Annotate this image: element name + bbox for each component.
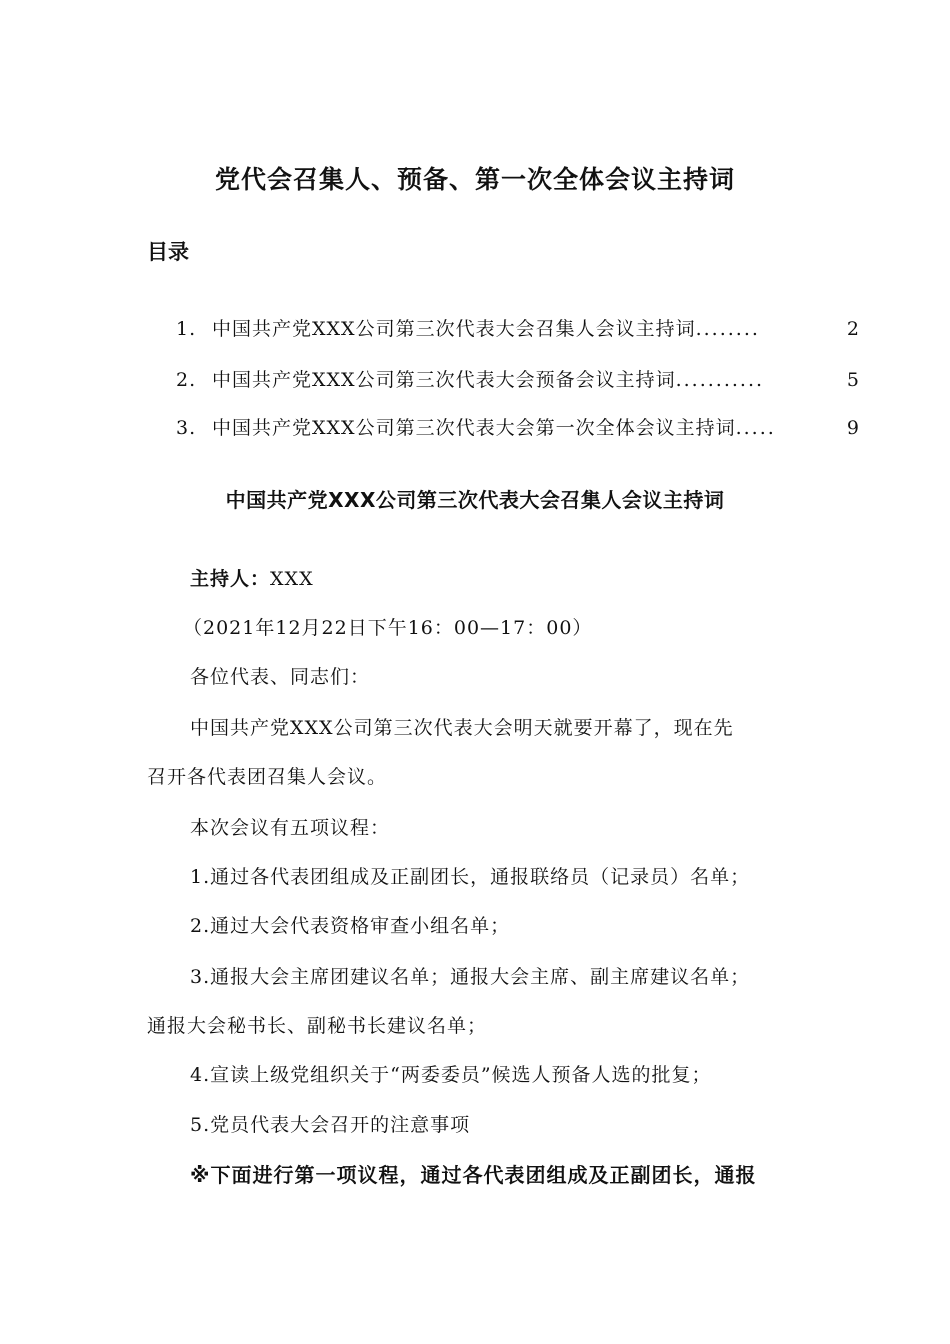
greeting: 各位代表、同志们： — [190, 666, 371, 688]
toc-entry-text: 中国共产党XXX公司第三次代表大会召集人会议主持词 — [212, 318, 696, 340]
agenda-item: 1.通过各代表团组成及正副团长，通报联络员（记录员）名单； — [190, 866, 751, 888]
intro-paragraph-line: 召开各代表团召集人会议。 — [147, 766, 388, 788]
toc-entry-text: 中国共产党XXX公司第三次代表大会第一次全体会议主持词 — [212, 417, 736, 439]
agenda-item: 5.党员代表大会召开的注意事项 — [190, 1114, 471, 1136]
agenda-item: 3.通报大会主席团建议名单；通报大会主席、副主席建议名单； — [190, 966, 751, 988]
document-title: 党代会召集人、预备、第一次全体会议主持词 — [214, 165, 735, 194]
toc-entry-text: 中国共产党XXX公司第三次代表大会预备会议主持词 — [212, 369, 676, 391]
agenda-step-heading: ※下面进行第一项议程，通过各代表团组成及正副团长，通报 — [190, 1163, 757, 1187]
agenda-item: 2.通过大会代表资格审查小组名单； — [190, 915, 511, 937]
toc-entry-number: 3. — [176, 417, 197, 439]
host-label: 主持人： — [190, 568, 271, 590]
host-line — [190, 564, 314, 591]
toc-entry-leader: ..... — [735, 417, 776, 439]
meeting-time: （2021年12月22日下午16：00—17：00） — [183, 617, 593, 639]
toc-entry-page: 2 — [846, 318, 860, 340]
intro-paragraph-line: 中国共产党XXX公司第三次代表大会明天就要开幕了，现在先 — [190, 717, 734, 739]
toc-entry-page: 5 — [846, 369, 860, 391]
toc-entry[interactable] — [176, 413, 860, 440]
toc-entry[interactable] — [176, 314, 860, 341]
toc-entry-number: 2. — [176, 369, 197, 391]
section-title: 中国共产党XXX公司第三次代表大会召集人会议主持词 — [225, 488, 725, 512]
agenda-item-continuation: 通报大会秘书长、副秘书长建议名单； — [147, 1015, 488, 1037]
agenda-intro: 本次会议有五项议程： — [190, 817, 391, 839]
toc-entry-leader: ........... — [675, 369, 765, 391]
host-name: XXX — [270, 568, 314, 590]
toc-entry-number: 1. — [176, 318, 197, 340]
toc-entry-page: 9 — [846, 417, 860, 439]
toc-entry-leader: ........ — [695, 318, 760, 340]
toc-heading: 目录 — [147, 240, 189, 264]
agenda-item: 4.宣读上级党组织关于“两委委员”候选人预备人选的批复； — [190, 1064, 712, 1086]
toc-entry[interactable] — [176, 365, 860, 392]
